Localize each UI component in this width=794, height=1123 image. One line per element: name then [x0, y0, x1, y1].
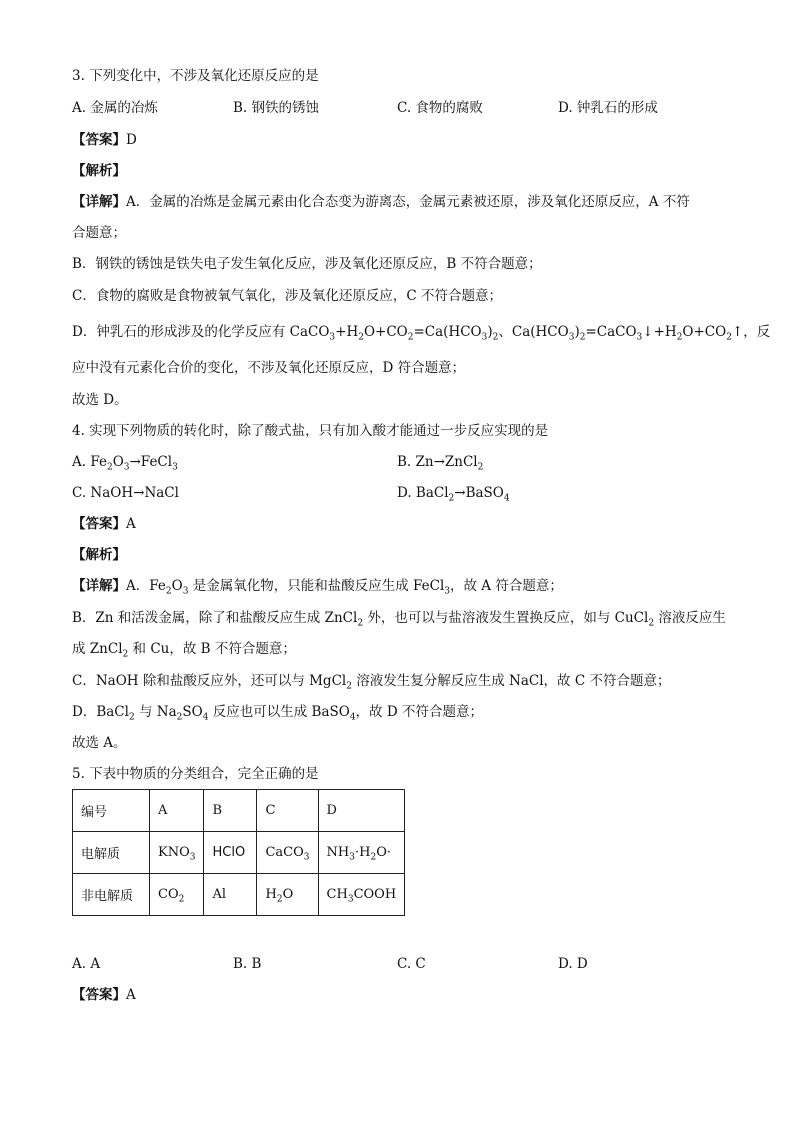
q4-detail-b-cont: 成 ZnCl$_2$ 和 Cu，故 B 不符合题意；: [72, 641, 296, 660]
table-header-row: [73, 790, 405, 832]
q5-option-a: A. A: [72, 956, 101, 972]
q3-detail-d-cont: 应中没有元素化合价的变化，不涉及氧化还原反应，D 符合题意；: [72, 360, 466, 376]
table-row-electrolyte: [73, 832, 405, 874]
q3-detail-d: [72, 322, 770, 342]
answer-value: D: [126, 132, 137, 148]
table-cell: D: [318, 790, 405, 832]
table-cell: 电解质: [73, 832, 150, 874]
q4-detail-c: C．NaOH 除和盐酸反应外，还可以与 MgCl$_2$ 溶液发生复分解反应生成 NaCl，故 C 不符合题意；: [72, 673, 671, 692]
table-cell: HClO: [204, 832, 257, 874]
q3-answer: [72, 130, 137, 150]
q3-detail-c: C．食物的腐败是食物被氧气氧化，涉及氧化还原反应，C 不符合题意；: [72, 288, 502, 304]
q5-option-b: B. B: [233, 956, 262, 972]
reaction-equations: $CaCO_3+H_2O+CO_2=Ca(HCO_3)_2$、$Ca(HCO_3)_2=CaCO_3↓+H_2O+CO_2↑$: [289, 324, 744, 343]
table-cell: $CO_2$: [150, 874, 204, 916]
q4-detail-a: 【详解】A．$Fe_2O_3$ 是金属氧化物，只能和盐酸反应生成 FeCl$_3$，故 A 符合题意；: [72, 578, 563, 597]
q5-option-d: D. D: [558, 956, 588, 972]
q3-option-d: D. 钟乳石的形成: [558, 100, 658, 116]
table-cell: A: [150, 790, 204, 832]
table-cell: $H_2O$: [257, 874, 318, 916]
q5-stem: 5. 下表中物质的分类组合，完全正确的是: [72, 766, 319, 782]
q4-option-d: D. BaCl$_2$→BaSO$_4$: [397, 485, 510, 504]
table-cell: B: [204, 790, 257, 832]
q4-detail-d: D．BaCl$_2$ 与 $Na_2SO_4$ 反应也可以生成 BaSO$_4$，故 D 不符合题意；: [72, 704, 483, 723]
q4-option-b: B. Zn→ZnCl$_2$: [397, 454, 484, 473]
table-cell: $CH_3COOH$: [318, 874, 405, 916]
table-cell: $NH_3\cdot H_2O\cdot$: [318, 832, 405, 874]
q4-answer: [72, 514, 136, 534]
detail-label: 【详解】: [72, 578, 126, 594]
q3-option-c: C. 食物的腐败: [397, 100, 483, 116]
table-cell: C: [257, 790, 318, 832]
table-cell: 编号: [73, 790, 150, 832]
table-row-nonelectrolyte: [73, 874, 405, 916]
answer-label: 【答案】: [72, 132, 126, 148]
detail-label: 【详解】: [72, 194, 126, 210]
detail-d-suffix: ，反: [743, 324, 771, 340]
q4-conclusion: 故选 A。: [72, 735, 127, 751]
q5-answer: [72, 985, 136, 1005]
q5-option-c: C. C: [397, 956, 426, 972]
q3-analysis-label: 【解析】: [72, 163, 126, 179]
q4-detail-b: B．Zn 和活泼金属，除了和盐酸反应生成 ZnCl$_2$ 外，也可以与盐溶液发生置换反应，如与 CuCl$_2$ 溶液反应生: [72, 610, 726, 629]
q3-detail-a-cont: 合题意；: [72, 225, 126, 241]
q3-detail-b: B．钢铁的锈蚀是铁失电子发生氧化反应，涉及氧化还原反应，B 不符合题意；: [72, 256, 542, 272]
q3-option-b: B. 钢铁的锈蚀: [233, 100, 320, 116]
table-cell: 非电解质: [73, 874, 150, 916]
answer-value: A: [126, 516, 136, 532]
q4-stem: 4. 实现下列物质的转化时，除了酸式盐，只有加入酸才能通过一步反应实现的是: [72, 423, 549, 439]
table-cell: $KNO_3$: [150, 832, 204, 874]
classification-table: [72, 789, 405, 916]
q3-conclusion: 故选 D。: [72, 392, 128, 408]
answer-label: 【答案】: [72, 516, 126, 532]
q3-detail-a: [72, 192, 690, 212]
q4-analysis-label: 【解析】: [72, 547, 126, 563]
table-cell: CaCO$_3$: [257, 832, 318, 874]
detail-d-prefix: D．钟乳石的形成涉及的化学反应有: [72, 324, 290, 340]
q3-option-a: A. 金属的冶炼: [72, 100, 158, 116]
table-cell: Al: [204, 874, 257, 916]
answer-value: A: [126, 987, 136, 1003]
answer-label: 【答案】: [72, 987, 126, 1003]
detail-text: A．金属的冶炼是金属元素由化合态变为游离态，金属元素被还原，涉及氧化还原反应，A 不符: [126, 194, 690, 210]
q4-option-a: A. $Fe_2O_3\to FeCl_3$: [72, 454, 178, 473]
q3-stem: 3. 下列变化中，不涉及氧化还原反应的是: [72, 68, 319, 84]
q4-option-c: C. NaOH→NaCl: [72, 485, 179, 501]
